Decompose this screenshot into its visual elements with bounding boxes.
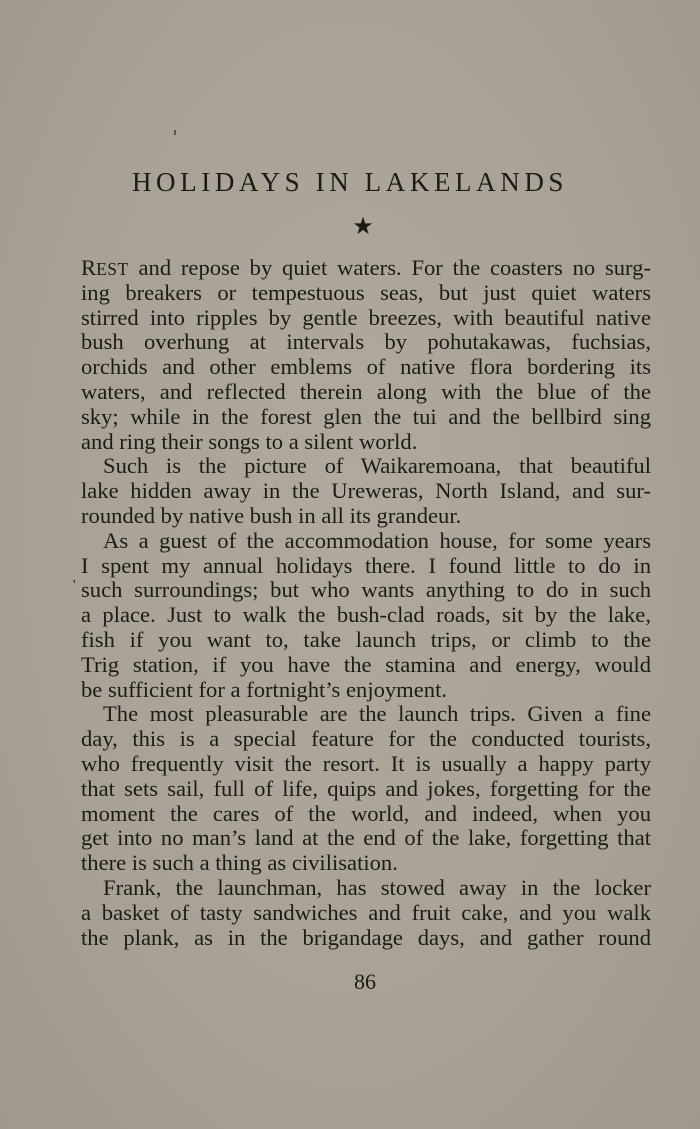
small-caps-word: EST xyxy=(96,259,129,279)
text-line: Such is the picture of Waikaremoana, that beautiful xyxy=(103,453,651,479)
text-line: the plank, as in the brigandage days, and gather round xyxy=(81,924,651,950)
page-number: 86 xyxy=(354,969,376,994)
text-line: a place. Just to walk the bush-clad roads, sit by the lake, xyxy=(81,602,651,628)
body-text xyxy=(81,256,651,950)
text-line: As a guest of the accommodation house, for some years xyxy=(103,527,651,553)
text-line: rounded by native bush in all its grandeur. xyxy=(81,502,462,528)
text-line: stirred into ripples by gentle breezes, with beautiful native xyxy=(81,304,651,330)
text-line: ' such surroundings; but who wants anything to do in such xyxy=(81,578,651,603)
text-line: Trig station, if you have the stamina and energy, would xyxy=(81,651,651,677)
chapter-title: HOLIDAYS IN LAKELANDS xyxy=(131,167,569,197)
text-line: and ring their songs to a silent world. xyxy=(81,428,418,454)
text-line: lake hidden away in the Ureweras, North Island, and sur- xyxy=(81,478,651,504)
text-line: day, this is a special feature for the conducted tourists, xyxy=(81,726,651,752)
text-line: fish if you want to, take launch trips, or climb to the xyxy=(81,626,651,652)
text-line: a basket of tasty sandwiches and fruit cake, and you walk xyxy=(81,899,651,925)
text-line: waters, and reflected therein along with the blue of the xyxy=(81,378,651,404)
text-line xyxy=(81,256,651,281)
star-ornament-icon: ★ xyxy=(352,214,374,240)
text-line: I spent my annual holidays there. I found little to do in xyxy=(81,552,651,578)
text-line: Frank, the launchman, has stowed away in the locker xyxy=(103,874,651,900)
text-line: that sets sail, full of life, quips and jokes, forgetting for the xyxy=(81,775,651,801)
text-line: The most pleasurable are the launch trips. Given a fine xyxy=(103,701,651,727)
text-line: orchids and other emblems of native flora bordering its xyxy=(81,354,651,380)
paper-speck xyxy=(174,130,176,135)
text-line: bush overhung at intervals by pohutakawas, fuchsias, xyxy=(81,329,651,355)
text-line: sky; while in the forest glen the tui and the bellbird sing xyxy=(81,403,651,429)
text-line: be sufficient for a fortnight’s enjoyment. xyxy=(81,676,448,702)
text-line: who frequently visit the resort. It is usually a happy party xyxy=(81,750,651,776)
text-line: there is such a thing as civilisation. xyxy=(81,850,398,876)
text-line: moment the cares of the world, and indeed, when you xyxy=(81,800,651,826)
drop-initial: R xyxy=(81,255,97,280)
line-rest: and repose by quiet waters. For the coasters no surg- xyxy=(128,255,651,280)
text-line: get into no man’s land at the end of the lake, forgetting that xyxy=(81,825,651,851)
text-line: ing breakers or tempestuous seas, but just quiet waters xyxy=(81,279,651,305)
